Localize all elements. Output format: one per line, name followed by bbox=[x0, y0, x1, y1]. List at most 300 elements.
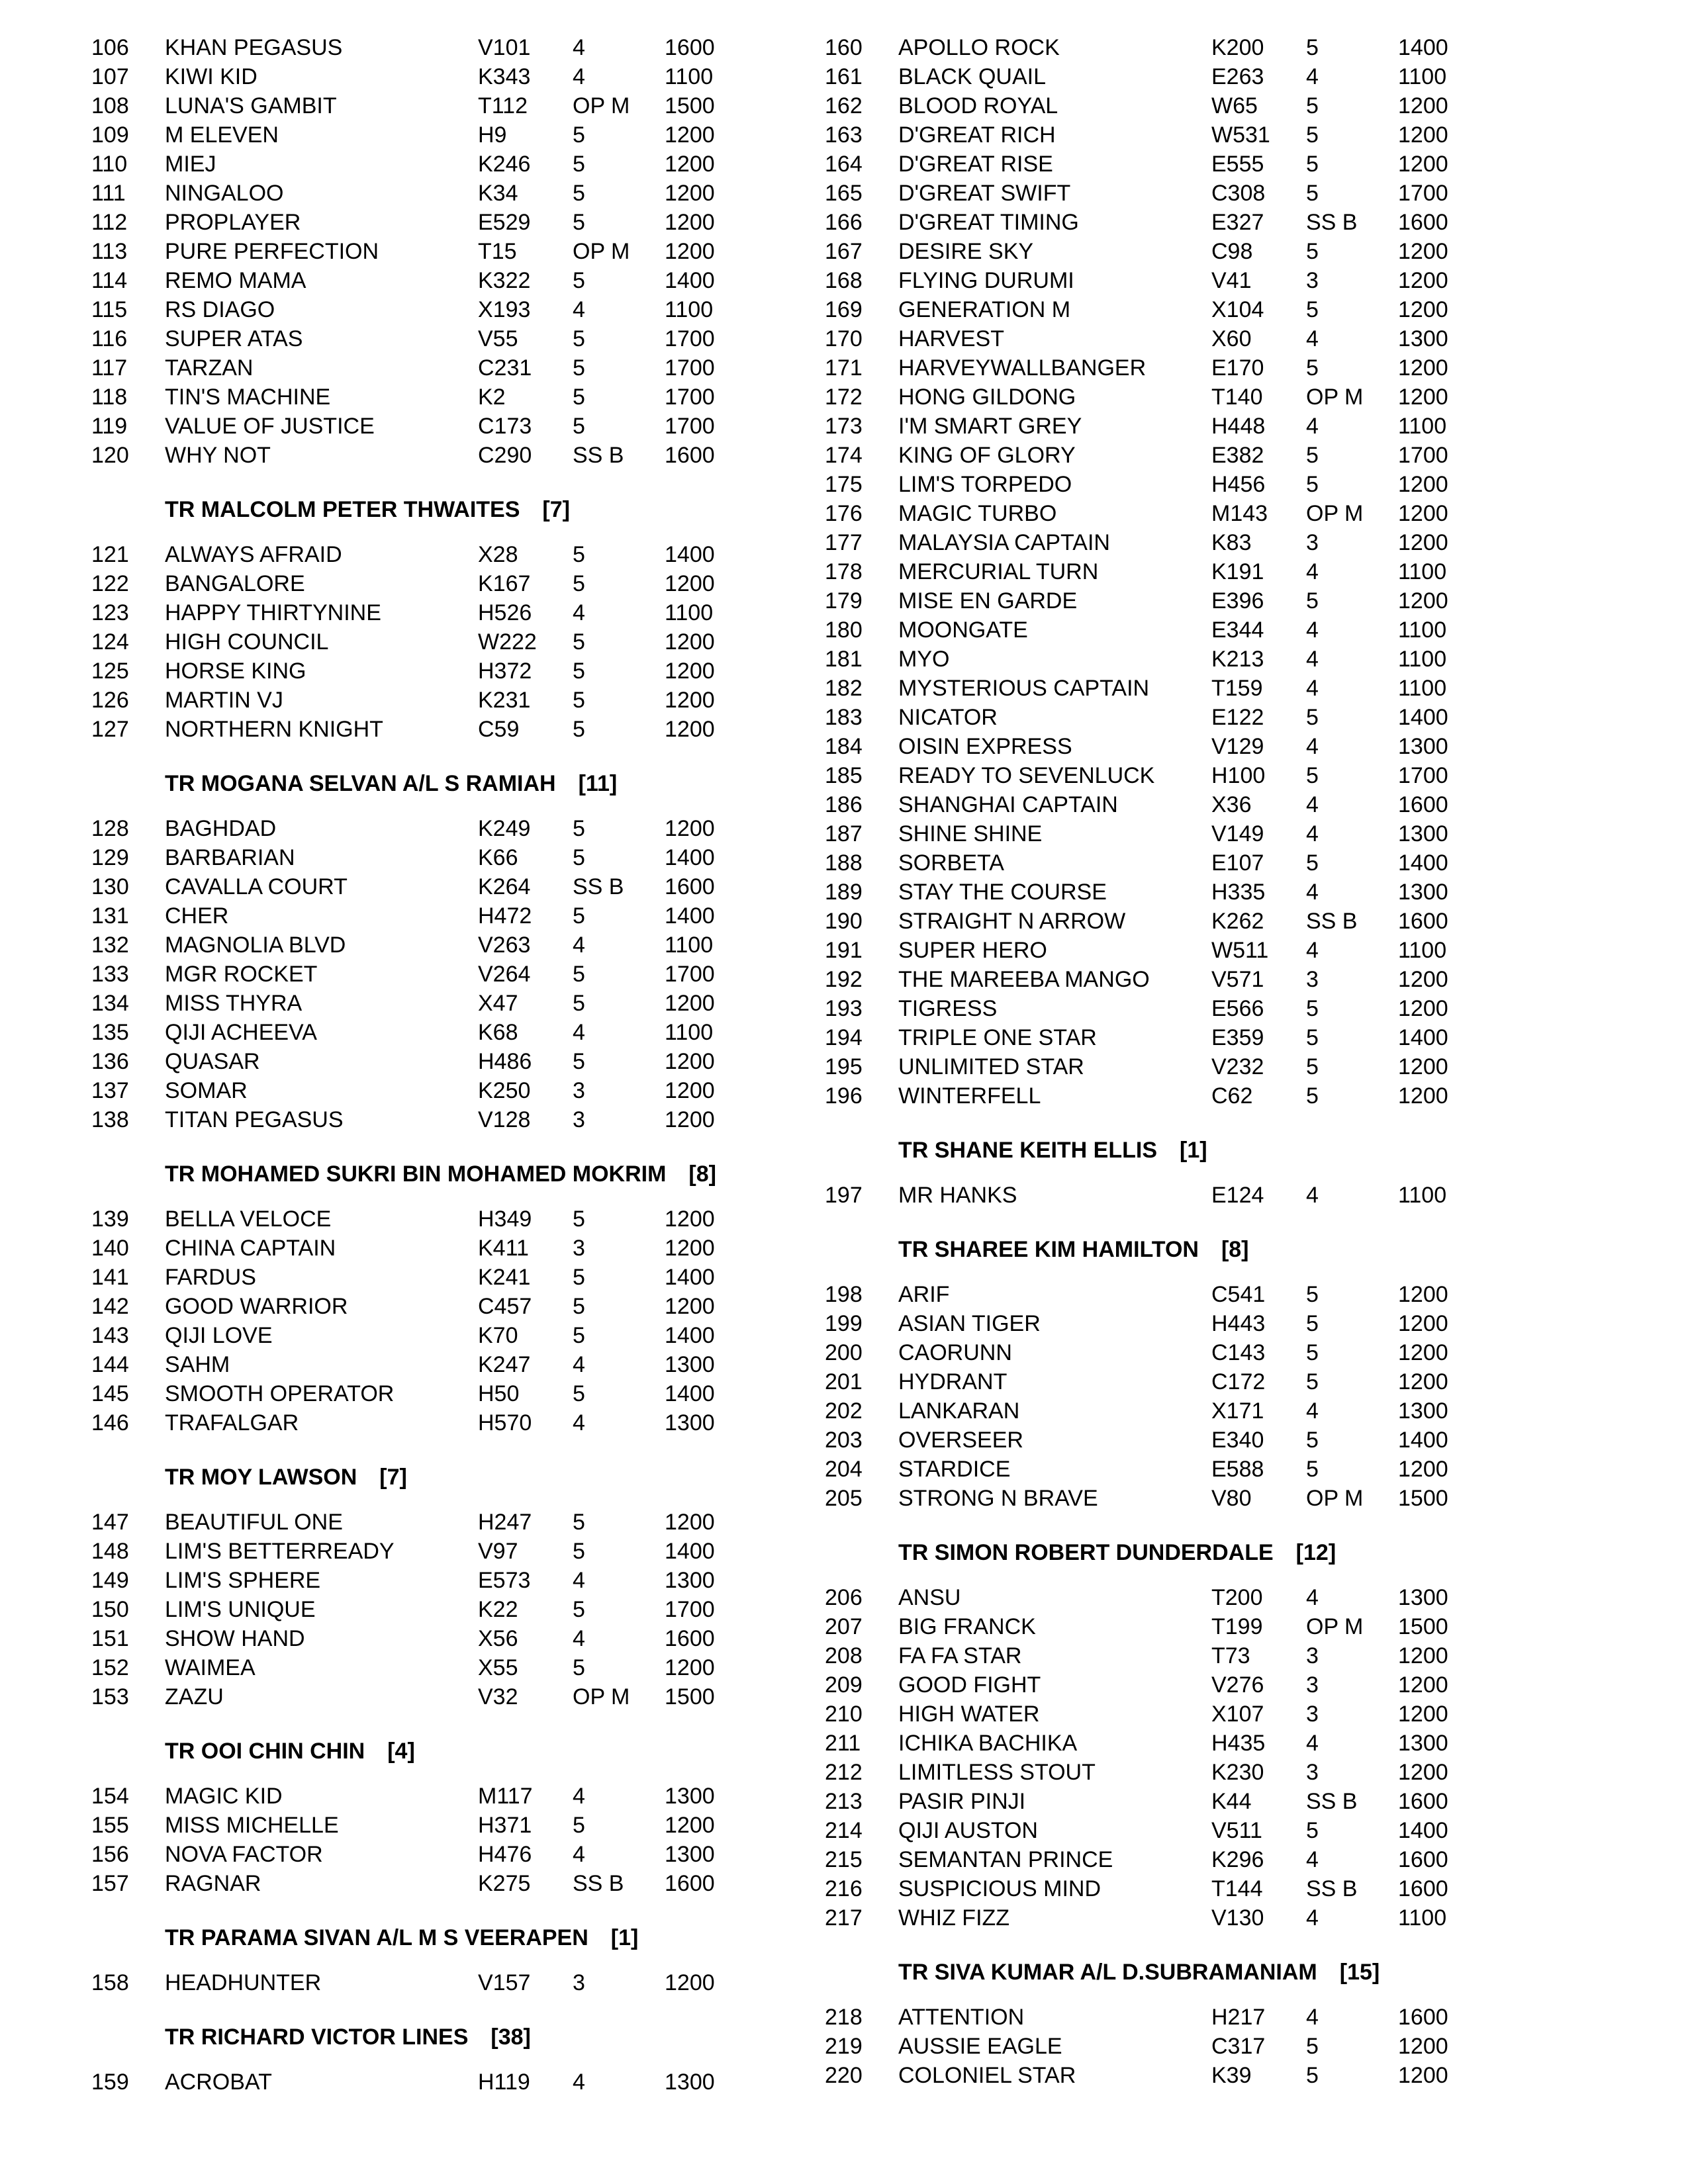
rating-value: 1100 bbox=[665, 297, 714, 322]
entry-number: 145 bbox=[91, 1381, 129, 1406]
class-label: 4 bbox=[573, 1352, 585, 1377]
horse-name: QIJI LOVE bbox=[165, 1323, 273, 1348]
rating-value: 1400 bbox=[665, 1265, 715, 1290]
entry-number: 107 bbox=[91, 64, 129, 89]
horse-name: KHAN PEGASUS bbox=[165, 35, 343, 60]
rating-value: 1500 bbox=[1398, 1486, 1448, 1511]
horse-code: E566 bbox=[1211, 996, 1264, 1021]
horse-code: E263 bbox=[1211, 64, 1264, 89]
class-label: 5 bbox=[573, 414, 585, 439]
entry-row bbox=[91, 627, 820, 657]
class-label: 5 bbox=[573, 717, 585, 742]
entry-number: 163 bbox=[825, 122, 863, 148]
entry-number: 147 bbox=[91, 1510, 129, 1535]
horse-code: H526 bbox=[478, 600, 532, 625]
entry-number: 177 bbox=[825, 530, 863, 555]
entry-row bbox=[91, 91, 820, 120]
entry-number: 154 bbox=[91, 1784, 129, 1809]
rating-value: 1500 bbox=[665, 93, 715, 118]
right-column bbox=[825, 33, 1553, 2090]
horse-code: X60 bbox=[1211, 326, 1252, 351]
horse-code: K200 bbox=[1211, 35, 1264, 60]
trainer-heading bbox=[91, 495, 820, 524]
horse-code: K249 bbox=[478, 816, 531, 841]
class-label: SS B bbox=[573, 1871, 624, 1896]
rating-value: 1200 bbox=[1398, 297, 1448, 322]
entry-number: 133 bbox=[91, 962, 129, 987]
rating-value: 1200 bbox=[1398, 1311, 1448, 1336]
entry-number: 126 bbox=[91, 688, 129, 713]
entry-number: 151 bbox=[91, 1626, 129, 1651]
entry-row bbox=[91, 1537, 820, 1566]
class-label: 5 bbox=[573, 1049, 585, 1074]
entry-number: 114 bbox=[91, 268, 128, 293]
rating-value: 1200 bbox=[1398, 1369, 1448, 1394]
class-label: 5 bbox=[1306, 355, 1319, 381]
entry-number: 171 bbox=[825, 355, 863, 381]
rating-value: 1600 bbox=[665, 35, 715, 60]
class-label: 4 bbox=[1306, 821, 1319, 846]
horse-code: V571 bbox=[1211, 967, 1264, 992]
class-label: OP M bbox=[1306, 385, 1364, 410]
horse-code: K246 bbox=[478, 152, 531, 177]
rating-value: 1200 bbox=[665, 1510, 715, 1535]
entry-number: 218 bbox=[825, 2005, 863, 2030]
horse-code: H100 bbox=[1211, 763, 1266, 788]
horse-name: ACROBAT bbox=[165, 2070, 272, 2095]
horse-code: H472 bbox=[478, 903, 532, 929]
horse-name: KING OF GLORY bbox=[898, 443, 1076, 468]
horse-name: LANKARAN bbox=[898, 1398, 1020, 1424]
entry-number: 211 bbox=[825, 1731, 861, 1756]
rating-value: 1600 bbox=[665, 1871, 715, 1896]
rating-value: 1200 bbox=[1398, 1083, 1448, 1109]
rating-value: 1400 bbox=[1398, 850, 1448, 876]
horse-name: D'GREAT RISE bbox=[898, 152, 1053, 177]
horse-name: HEADHUNTER bbox=[165, 1970, 322, 1995]
rating-value: 1700 bbox=[1398, 443, 1448, 468]
entry-number: 202 bbox=[825, 1398, 863, 1424]
entry-row bbox=[91, 1047, 820, 1076]
entry-number: 176 bbox=[825, 501, 863, 526]
horse-code: V276 bbox=[1211, 1672, 1264, 1698]
horse-name: FLYING DURUMI bbox=[898, 268, 1074, 293]
horse-code: V101 bbox=[478, 35, 531, 60]
entry-number: 191 bbox=[825, 938, 863, 963]
entry-row bbox=[825, 412, 1553, 441]
entry-number: 142 bbox=[91, 1294, 129, 1319]
horse-name: WAIMEA bbox=[165, 1655, 256, 1680]
horse-code: X55 bbox=[478, 1655, 518, 1680]
rating-value: 1600 bbox=[665, 874, 715, 899]
entry-number: 201 bbox=[825, 1369, 863, 1394]
rating-value: 1600 bbox=[1398, 1847, 1448, 1872]
rating-value: 1300 bbox=[665, 2070, 715, 2095]
entry-number: 121 bbox=[91, 542, 129, 567]
class-label: 5 bbox=[1306, 1083, 1319, 1109]
horse-code: X36 bbox=[1211, 792, 1252, 817]
horse-name: D'GREAT TIMING bbox=[898, 210, 1079, 235]
entry-number: 161 bbox=[825, 64, 863, 89]
class-label: 4 bbox=[573, 297, 585, 322]
entry-row bbox=[825, 1309, 1553, 1338]
entry-row bbox=[91, 1624, 820, 1653]
class-label: 5 bbox=[1306, 93, 1319, 118]
horse-code: X171 bbox=[1211, 1398, 1264, 1424]
entry-row bbox=[91, 237, 820, 266]
class-label: 5 bbox=[573, 1655, 585, 1680]
entry-number: 196 bbox=[825, 1083, 863, 1109]
class-label: 3 bbox=[1306, 1643, 1319, 1668]
horse-code: H335 bbox=[1211, 880, 1266, 905]
entry-number: 216 bbox=[825, 1876, 863, 1901]
class-label: 5 bbox=[1306, 443, 1319, 468]
entry-number: 152 bbox=[91, 1655, 129, 1680]
entry-row bbox=[825, 353, 1553, 383]
rating-value: 1100 bbox=[665, 933, 714, 958]
class-label: 5 bbox=[573, 542, 585, 567]
entry-row bbox=[825, 1670, 1553, 1700]
horse-name: QIJI ACHEEVA bbox=[165, 1020, 317, 1045]
entry-number: 125 bbox=[91, 659, 129, 684]
class-label: 5 bbox=[1306, 297, 1319, 322]
entry-number: 166 bbox=[825, 210, 863, 235]
horse-code: E170 bbox=[1211, 355, 1264, 381]
entry-number: 139 bbox=[91, 1206, 129, 1232]
horse-name: SMOOTH OPERATOR bbox=[165, 1381, 395, 1406]
entry-row bbox=[825, 1845, 1553, 1874]
horse-code: K66 bbox=[478, 845, 518, 870]
class-label: 3 bbox=[1306, 967, 1319, 992]
entry-number: 174 bbox=[825, 443, 863, 468]
entry-row bbox=[91, 814, 820, 843]
horse-name: CAVALLA COURT bbox=[165, 874, 348, 899]
class-label: 4 bbox=[1306, 2005, 1319, 2030]
class-label: 3 bbox=[573, 1970, 585, 1995]
class-label: 5 bbox=[573, 991, 585, 1016]
rating-value: 1300 bbox=[1398, 734, 1448, 759]
class-label: 5 bbox=[1306, 1457, 1319, 1482]
entry-row bbox=[91, 295, 820, 324]
entry-row bbox=[91, 901, 820, 931]
entry-row bbox=[91, 1508, 820, 1537]
entry-number: 159 bbox=[91, 2070, 129, 2095]
horse-code: C62 bbox=[1211, 1083, 1253, 1109]
horse-code: C98 bbox=[1211, 239, 1253, 264]
entry-number: 172 bbox=[825, 385, 863, 410]
horse-name: COLONIEL STAR bbox=[898, 2063, 1076, 2088]
class-label: 4 bbox=[1306, 676, 1319, 701]
class-label: 5 bbox=[573, 1206, 585, 1232]
class-label: 4 bbox=[1306, 326, 1319, 351]
trainer-entry-count: [1] bbox=[1180, 1138, 1207, 1163]
horse-code: K411 bbox=[478, 1236, 529, 1261]
rating-value: 1300 bbox=[1398, 1731, 1448, 1756]
horse-name: WHY NOT bbox=[165, 443, 271, 468]
entry-row bbox=[825, 703, 1553, 732]
entry-number: 186 bbox=[825, 792, 863, 817]
rating-value: 1100 bbox=[1398, 64, 1447, 89]
horse-code: V511 bbox=[1211, 1818, 1262, 1843]
entry-number: 158 bbox=[91, 1970, 129, 1995]
entry-number: 194 bbox=[825, 1025, 863, 1050]
entry-number: 187 bbox=[825, 821, 863, 846]
entry-row bbox=[825, 2032, 1553, 2061]
rating-value: 1200 bbox=[1398, 239, 1448, 264]
horse-code: T199 bbox=[1211, 1614, 1263, 1639]
rating-value: 1600 bbox=[665, 1626, 715, 1651]
entry-number: 168 bbox=[825, 268, 863, 293]
horse-name: LIM'S SPHERE bbox=[165, 1568, 321, 1593]
horse-name: SUPER ATAS bbox=[165, 326, 303, 351]
entry-row bbox=[825, 907, 1553, 936]
horse-code: K275 bbox=[478, 1871, 531, 1896]
entry-number: 200 bbox=[825, 1340, 863, 1365]
entry-number: 149 bbox=[91, 1568, 129, 1593]
entry-row bbox=[91, 1653, 820, 1682]
horse-name: RAGNAR bbox=[165, 1871, 261, 1896]
entry-number: 217 bbox=[825, 1905, 863, 1931]
class-label: SS B bbox=[573, 874, 624, 899]
horse-name: I'M SMART GREY bbox=[898, 414, 1082, 439]
class-label: 4 bbox=[573, 600, 585, 625]
entry-number: 169 bbox=[825, 297, 863, 322]
entry-row bbox=[91, 1811, 820, 1840]
entry-number: 109 bbox=[91, 122, 129, 148]
class-label: 5 bbox=[573, 181, 585, 206]
entry-row bbox=[91, 353, 820, 383]
entry-number: 208 bbox=[825, 1643, 863, 1668]
rating-value: 1300 bbox=[665, 1568, 715, 1593]
entry-number: 180 bbox=[825, 617, 863, 643]
rating-value: 1400 bbox=[665, 845, 715, 870]
horse-name: ASIAN TIGER bbox=[898, 1311, 1041, 1336]
rating-value: 1400 bbox=[1398, 1428, 1448, 1453]
entry-number: 148 bbox=[91, 1539, 129, 1564]
rating-value: 1700 bbox=[665, 1597, 715, 1622]
horse-name: TIGRESS bbox=[898, 996, 998, 1021]
horse-code: T159 bbox=[1211, 676, 1263, 701]
horse-code: K247 bbox=[478, 1352, 531, 1377]
horse-name: D'GREAT SWIFT bbox=[898, 181, 1071, 206]
class-label: 5 bbox=[573, 1323, 585, 1348]
entry-row bbox=[825, 470, 1553, 499]
rating-value: 1200 bbox=[1398, 1643, 1448, 1668]
rating-value: 1200 bbox=[1398, 1282, 1448, 1307]
entry-number: 136 bbox=[91, 1049, 129, 1074]
horse-code: W65 bbox=[1211, 93, 1258, 118]
class-label: 5 bbox=[1306, 1311, 1319, 1336]
rating-value: 1200 bbox=[665, 1049, 715, 1074]
entry-number: 131 bbox=[91, 903, 129, 929]
entry-number: 206 bbox=[825, 1585, 863, 1610]
entry-row bbox=[825, 848, 1553, 878]
horse-code: C317 bbox=[1211, 2034, 1266, 2059]
horse-name: FA FA STAR bbox=[898, 1643, 1022, 1668]
rating-value: 1100 bbox=[1398, 559, 1447, 584]
horse-name: TRAFALGAR bbox=[165, 1410, 299, 1435]
rating-value: 1200 bbox=[1398, 1340, 1448, 1365]
trainer-name: TR MALCOLM PETER THWAITES bbox=[165, 497, 520, 522]
rating-value: 1400 bbox=[1398, 705, 1448, 730]
entry-number: 135 bbox=[91, 1020, 129, 1045]
entry-number: 117 bbox=[91, 355, 128, 381]
horse-code: E555 bbox=[1211, 152, 1264, 177]
horse-code: H486 bbox=[478, 1049, 532, 1074]
horse-name: BLOOD ROYAL bbox=[898, 93, 1058, 118]
rating-value: 1600 bbox=[1398, 2005, 1448, 2030]
class-label: 5 bbox=[573, 629, 585, 655]
entry-number: 214 bbox=[825, 1818, 863, 1843]
class-label: 5 bbox=[573, 385, 585, 410]
rating-value: 1300 bbox=[1398, 821, 1448, 846]
rating-value: 1200 bbox=[665, 1078, 715, 1103]
entry-row bbox=[91, 715, 820, 744]
rating-value: 1200 bbox=[665, 816, 715, 841]
entry-number: 144 bbox=[91, 1352, 129, 1377]
horse-code: V80 bbox=[1211, 1486, 1252, 1511]
horse-name: SEMANTAN PRINCE bbox=[898, 1847, 1113, 1872]
entry-number: 204 bbox=[825, 1457, 863, 1482]
class-label: SS B bbox=[1306, 210, 1358, 235]
entry-row bbox=[825, 819, 1553, 848]
class-label: 5 bbox=[573, 268, 585, 293]
rating-value: 1600 bbox=[1398, 210, 1448, 235]
horse-code: C143 bbox=[1211, 1340, 1266, 1365]
entry-number: 116 bbox=[91, 326, 128, 351]
entry-row bbox=[91, 1968, 820, 1997]
rating-value: 1200 bbox=[665, 1813, 715, 1838]
horse-name: DESIRE SKY bbox=[898, 239, 1034, 264]
rating-value: 1200 bbox=[665, 122, 715, 148]
entry-row bbox=[825, 91, 1553, 120]
trainer-heading bbox=[825, 1538, 1553, 1567]
rating-value: 1200 bbox=[1398, 93, 1448, 118]
horse-name: HYDRANT bbox=[898, 1369, 1008, 1394]
entry-number: 123 bbox=[91, 600, 129, 625]
horse-name: TARZAN bbox=[165, 355, 254, 381]
rating-value: 1200 bbox=[1398, 1672, 1448, 1698]
horse-code: K2 bbox=[478, 385, 506, 410]
trainer-heading bbox=[825, 1235, 1553, 1264]
trainer-heading bbox=[91, 1463, 820, 1492]
entry-row bbox=[91, 598, 820, 627]
entry-row bbox=[825, 1816, 1553, 1845]
entry-row bbox=[91, 208, 820, 237]
entry-number: 184 bbox=[825, 734, 863, 759]
entry-number: 205 bbox=[825, 1486, 863, 1511]
entry-row bbox=[91, 1321, 820, 1350]
entry-number: 219 bbox=[825, 2034, 863, 2059]
horse-code: E529 bbox=[478, 210, 531, 235]
horse-code: E573 bbox=[478, 1568, 531, 1593]
trainer-heading bbox=[825, 1136, 1553, 1165]
entry-row bbox=[91, 441, 820, 470]
rating-value: 1400 bbox=[665, 542, 715, 567]
horse-name: NORTHERN KNIGHT bbox=[165, 717, 383, 742]
entry-row bbox=[825, 878, 1553, 907]
entry-row bbox=[91, 266, 820, 295]
horse-name: MISE EN GARDE bbox=[898, 588, 1078, 614]
horse-name: REMO MAMA bbox=[165, 268, 306, 293]
class-label: 5 bbox=[573, 1539, 585, 1564]
rating-value: 1100 bbox=[665, 600, 714, 625]
entry-number: 115 bbox=[91, 297, 128, 322]
horse-code: K167 bbox=[478, 571, 531, 596]
entry-row bbox=[91, 2068, 820, 2097]
horse-code: T112 bbox=[478, 93, 528, 118]
horse-name: MALAYSIA CAPTAIN bbox=[898, 530, 1110, 555]
entry-number: 181 bbox=[825, 647, 863, 672]
horse-code: V130 bbox=[1211, 1905, 1264, 1931]
horse-name: LIMITLESS STOUT bbox=[898, 1760, 1096, 1785]
horse-name: LIM'S BETTERREADY bbox=[165, 1539, 395, 1564]
trainer-entry-count: [8] bbox=[1221, 1237, 1249, 1262]
horse-code: V32 bbox=[478, 1684, 518, 1709]
rating-value: 1200 bbox=[665, 1107, 715, 1132]
entry-row bbox=[91, 1018, 820, 1047]
entry-row bbox=[91, 989, 820, 1018]
horse-code: H371 bbox=[478, 1813, 532, 1838]
class-label: 4 bbox=[573, 35, 585, 60]
horse-name: MAGIC TURBO bbox=[898, 501, 1057, 526]
entry-row bbox=[91, 569, 820, 598]
entry-row bbox=[825, 761, 1553, 790]
rating-value: 1200 bbox=[1398, 152, 1448, 177]
horse-code: W531 bbox=[1211, 122, 1270, 148]
trainer-name: TR SIMON ROBERT DUNDERDALE bbox=[898, 1540, 1274, 1565]
entry-row bbox=[91, 383, 820, 412]
horse-name: PROPLAYER bbox=[165, 210, 301, 235]
trainer-name: TR SHAREE KIM HAMILTON bbox=[898, 1237, 1199, 1262]
horse-code: H247 bbox=[478, 1510, 532, 1535]
horse-name: NINGALOO bbox=[165, 181, 284, 206]
entry-number: 134 bbox=[91, 991, 129, 1016]
horse-code: T15 bbox=[478, 239, 517, 264]
class-label: 4 bbox=[573, 1626, 585, 1651]
trainer-entry-count: [1] bbox=[610, 1925, 639, 1950]
left-column bbox=[91, 33, 820, 2097]
trainer-name: TR MOY LAWSON bbox=[165, 1465, 357, 1490]
class-label: 3 bbox=[573, 1236, 585, 1261]
entry-number: 108 bbox=[91, 93, 129, 118]
horse-name: MYSTERIOUS CAPTAIN bbox=[898, 676, 1150, 701]
horse-code: T140 bbox=[1211, 385, 1263, 410]
trainer-entry-count: [15] bbox=[1339, 1960, 1380, 1985]
rating-value: 1600 bbox=[665, 443, 715, 468]
horse-name: MOONGATE bbox=[898, 617, 1028, 643]
entry-row bbox=[825, 1612, 1553, 1641]
rating-value: 1200 bbox=[665, 1236, 715, 1261]
entry-number: 132 bbox=[91, 933, 129, 958]
class-label: 3 bbox=[573, 1078, 585, 1103]
entry-number: 146 bbox=[91, 1410, 129, 1435]
horse-code: H570 bbox=[478, 1410, 532, 1435]
horse-name: MARTIN VJ bbox=[165, 688, 283, 713]
horse-name: D'GREAT RICH bbox=[898, 122, 1056, 148]
horse-name: FARDUS bbox=[165, 1265, 256, 1290]
horse-code: V129 bbox=[1211, 734, 1264, 759]
horse-name: CHER bbox=[165, 903, 229, 929]
entry-row bbox=[91, 1379, 820, 1408]
horse-code: V157 bbox=[478, 1970, 531, 1995]
rating-value: 1200 bbox=[665, 152, 715, 177]
entry-number: 143 bbox=[91, 1323, 129, 1348]
entry-number: 209 bbox=[825, 1672, 863, 1698]
rating-value: 1400 bbox=[1398, 1818, 1448, 1843]
rating-value: 1600 bbox=[1398, 1789, 1448, 1814]
entry-row bbox=[825, 615, 1553, 645]
